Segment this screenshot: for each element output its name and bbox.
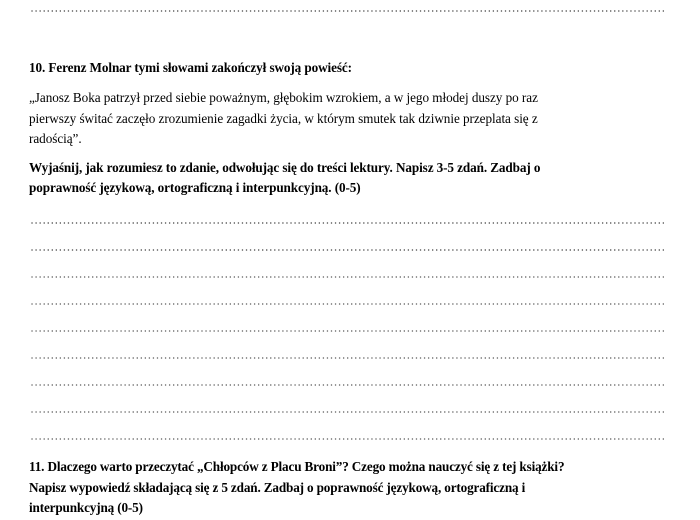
answer-line[interactable] <box>30 303 664 305</box>
answer-line[interactable] <box>30 384 664 386</box>
question-10-heading <box>29 58 667 77</box>
instruction-line: Wyjaśnij, jak rozumiesz to zdanie, odwołując się do treści lektury. Napisz 3-5 zdań. Zadbaj o <box>29 160 541 175</box>
quote-line: pierwszy świtać zaczęło zrozumienie zagadki życia, w którym smutek tak dziwnie przeplata się z <box>29 110 538 126</box>
answer-line[interactable] <box>30 411 664 413</box>
answer-line[interactable] <box>30 222 664 224</box>
quote-line: radością”. <box>29 131 82 146</box>
answer-line[interactable] <box>30 330 664 332</box>
answer-line[interactable] <box>30 249 664 251</box>
answer-line-top <box>30 10 664 12</box>
question-11-line: 11. Dlaczego warto przeczytać „Chłopców z Placu Broni”? Czego można nauczyć się z tej książki? <box>29 459 565 474</box>
question-10-instruction <box>29 158 667 198</box>
question-11-line: interpunkcyjną (0-5) <box>29 500 143 515</box>
quote-line: „Janosz Boka patrzył przed siebie poważnym, głębokim wzrokiem, a w jego młodej duszy po raz <box>29 90 538 105</box>
answer-line[interactable] <box>30 357 664 359</box>
answer-line[interactable] <box>30 276 664 278</box>
instruction-line: poprawność językową, ortograficzną i interpunkcyjną. (0-5) <box>29 180 361 195</box>
answer-line[interactable] <box>30 438 664 440</box>
question-11 <box>29 457 667 519</box>
question-11-line: Napisz wypowiedź składającą się z 5 zdań. Zadbaj o poprawność językową, ortograficzną i <box>29 479 526 495</box>
question-10-heading-text: 10. Ferenz Molnar tymi słowami zakończył swoją powieść: <box>29 60 352 75</box>
question-10-quote <box>29 88 667 150</box>
